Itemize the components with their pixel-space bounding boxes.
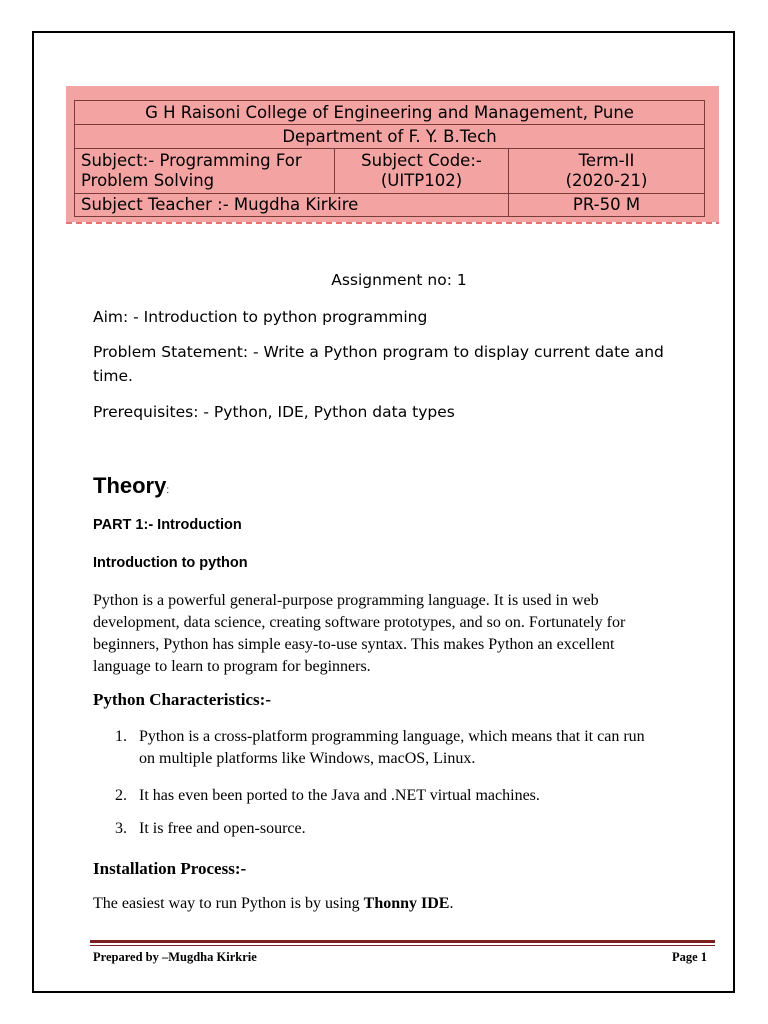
installation-text: The easiest way to run Python is by using Thonny IDE. [93, 895, 454, 912]
subject-code-cell [335, 149, 509, 194]
intro-paragraph [93, 590, 723, 678]
footer-prepared-by: Prepared by –Mugdha Kirkrie [93, 950, 257, 964]
problem-statement-line-1: Problem Statement: - Write a Python program to display current date and [93, 343, 664, 361]
subject-line-2: Problem Solving [81, 171, 215, 190]
term-cell [509, 149, 705, 194]
college-name: G H Raisoni College of Engineering and Management, Pune [75, 101, 705, 125]
part-1-heading: PART 1:- Introduction [93, 517, 242, 533]
footer-page-number: Page 1 [672, 950, 708, 964]
intro-heading: Introduction to python [93, 555, 248, 571]
subject-line-1: Subject:- Programming For [81, 151, 302, 170]
department-name: Department of F. Y. B.Tech [75, 125, 705, 149]
subject-code-line-2: (UITP102) [380, 171, 463, 190]
theory-colon: : [166, 485, 170, 496]
theory-title: Theory [93, 473, 167, 498]
footer-rule [90, 940, 715, 943]
problem-statement-line-2: time. [93, 367, 133, 385]
aim: Aim: - Introduction to python programming [93, 308, 428, 326]
subject-cell [75, 149, 335, 194]
thonny-ide: Thonny IDE [363, 895, 450, 912]
characteristics-heading: Python Characteristics:- [93, 690, 271, 709]
prerequisites: Prerequisites: - Python, IDE, Python data types [93, 403, 455, 421]
subject-teacher: Subject Teacher :- Mugdha Kirkire [75, 194, 509, 217]
intro-line-2: development, data science, creating software prototypes, and so on. Fortunately for [93, 614, 626, 631]
intro-line-4: language to learn to program for beginners. [93, 658, 371, 675]
intro-line-3: beginners, Python has simple easy-to-use syntax. This makes Python an excellent [93, 636, 615, 653]
installation-heading: Installation Process:- [93, 859, 247, 878]
assignment-number: Assignment no: 1 [331, 271, 467, 289]
term-line-1: Term-II [578, 151, 635, 170]
subject-code-line-1: Subject Code:- [361, 151, 482, 170]
header-table [74, 100, 705, 217]
intro-line-1: Python is a powerful general-purpose programming language. It is used in web [93, 592, 599, 609]
marks: PR-50 M [509, 194, 705, 217]
term-line-2: (2020-21) [565, 171, 648, 190]
footer-rule-thin [90, 945, 715, 946]
theory-heading [93, 473, 169, 499]
